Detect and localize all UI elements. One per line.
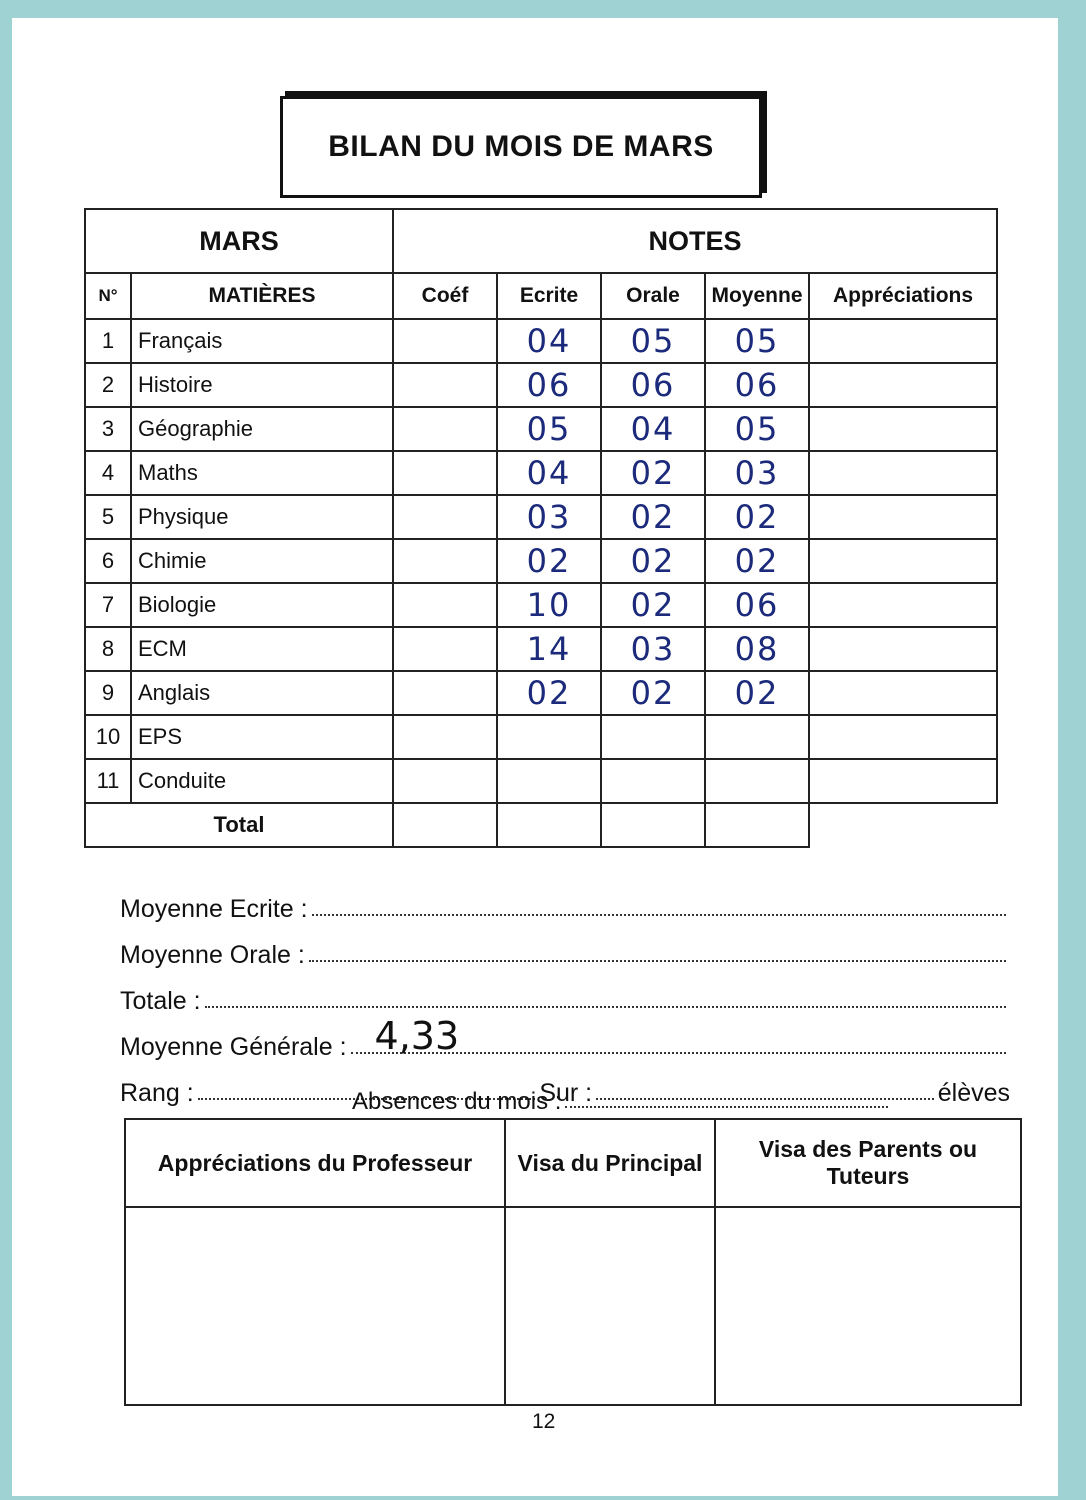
moyenne-generale-field[interactable]	[351, 1014, 1006, 1058]
total-ecrite-cell	[497, 803, 601, 847]
coef-cell	[393, 407, 497, 451]
total-coef-cell	[393, 803, 497, 847]
report-card-page	[12, 18, 1058, 1496]
professeur-header: Appréciations du Professeur	[125, 1119, 505, 1207]
table-row	[85, 319, 997, 363]
row-number: 11	[85, 759, 131, 803]
grades-header-row	[85, 209, 997, 273]
coef-cell	[393, 319, 497, 363]
subject-name: Maths	[131, 451, 393, 495]
subject-name: Géographie	[131, 407, 393, 451]
total-label: Total	[85, 803, 393, 847]
row-number: 7	[85, 583, 131, 627]
page-title: BILAN DU MOIS DE MARS	[328, 130, 714, 163]
subject-name: Biologie	[131, 583, 393, 627]
coef-cell	[393, 627, 497, 671]
table-row	[85, 495, 997, 539]
ecrite-grade: 02	[497, 539, 601, 583]
appreciation-cell	[809, 627, 997, 671]
appreciation-cell	[809, 363, 997, 407]
ecrite-grade: 04	[497, 451, 601, 495]
ecrite-grade	[497, 759, 601, 803]
table-row	[85, 363, 997, 407]
coef-cell	[393, 539, 497, 583]
visa-header-row	[125, 1119, 1021, 1207]
moyenne-ecrite-field[interactable]	[312, 904, 1006, 916]
row-number: 6	[85, 539, 131, 583]
col-num-header: N°	[85, 273, 131, 319]
subject-name: ECM	[131, 627, 393, 671]
table-row	[85, 583, 997, 627]
subject-name: EPS	[131, 715, 393, 759]
ecrite-grade: 03	[497, 495, 601, 539]
moyenne-generale-label: Moyenne Générale :	[120, 1033, 347, 1061]
orale-grade: 05	[601, 319, 705, 363]
appreciation-cell	[809, 715, 997, 759]
orale-grade: 02	[601, 451, 705, 495]
appreciation-cell	[809, 495, 997, 539]
ecrite-grade	[497, 715, 601, 759]
moyenne-grade: 08	[705, 627, 809, 671]
grades-table	[84, 208, 998, 848]
moyenne-grade: 05	[705, 319, 809, 363]
row-number: 8	[85, 627, 131, 671]
moyenne-grade: 06	[705, 363, 809, 407]
orale-grade: 02	[601, 495, 705, 539]
parents-header: Visa des Parents ou Tuteurs	[715, 1119, 1021, 1207]
ecrite-grade: 06	[497, 363, 601, 407]
col-moyenne-header: Moyenne	[705, 273, 809, 319]
subject-name: Français	[131, 319, 393, 363]
parents-signature-box[interactable]	[715, 1207, 1021, 1405]
appreciation-cell	[809, 451, 997, 495]
absences-field[interactable]	[565, 1096, 888, 1108]
moyenne-ecrite-label: Moyenne Ecrite :	[120, 895, 308, 923]
table-row	[85, 539, 997, 583]
principal-signature-box[interactable]	[505, 1207, 715, 1405]
table-row	[85, 627, 997, 671]
notes-header: NOTES	[393, 209, 997, 273]
eleves-label: élèves	[937, 1079, 1011, 1107]
coef-cell	[393, 451, 497, 495]
subject-name: Histoire	[131, 363, 393, 407]
coef-cell	[393, 583, 497, 627]
orale-grade: 03	[601, 627, 705, 671]
row-number: 1	[85, 319, 131, 363]
month-header: MARS	[85, 209, 393, 273]
totale-label: Totale :	[120, 987, 201, 1015]
moyenne-grade	[705, 715, 809, 759]
absences-line	[352, 1088, 892, 1116]
absences-label: Absences du mois :	[352, 1088, 562, 1115]
appreciation-cell	[809, 583, 997, 627]
appreciation-cell	[809, 319, 997, 363]
orale-grade: 02	[601, 671, 705, 715]
orale-grade	[601, 759, 705, 803]
sur-label: Sur :	[539, 1079, 593, 1107]
coef-cell	[393, 759, 497, 803]
totale-line	[120, 970, 1010, 1016]
table-row	[85, 715, 997, 759]
col-appreciations-header: Appréciations	[809, 273, 997, 319]
visa-table	[124, 1118, 1022, 1406]
orale-grade: 04	[601, 407, 705, 451]
moyenne-orale-field[interactable]	[309, 950, 1006, 962]
ecrite-grade: 05	[497, 407, 601, 451]
appreciation-cell	[809, 407, 997, 451]
moyenne-grade: 03	[705, 451, 809, 495]
subject-name: Conduite	[131, 759, 393, 803]
visa-signature-row	[125, 1207, 1021, 1405]
summary-section	[120, 878, 1010, 1108]
subject-name: Chimie	[131, 539, 393, 583]
row-number: 9	[85, 671, 131, 715]
col-ecrite-header: Ecrite	[497, 273, 601, 319]
total-moyenne-cell	[705, 803, 809, 847]
moyenne-grade: 02	[705, 495, 809, 539]
appreciation-cell	[809, 539, 997, 583]
row-number: 2	[85, 363, 131, 407]
col-subject-header: MATIÈRES	[131, 273, 393, 319]
row-number: 5	[85, 495, 131, 539]
grades-body	[85, 319, 997, 803]
moyenne-orale-label: Moyenne Orale :	[120, 941, 305, 969]
ecrite-grade: 14	[497, 627, 601, 671]
coef-cell	[393, 671, 497, 715]
ecrite-grade: 10	[497, 583, 601, 627]
coef-cell	[393, 495, 497, 539]
page-title-box	[280, 96, 762, 198]
orale-grade: 06	[601, 363, 705, 407]
moyenne-grade: 06	[705, 583, 809, 627]
ecrite-grade: 02	[497, 671, 601, 715]
moyenne-grade: 02	[705, 671, 809, 715]
subject-name: Anglais	[131, 671, 393, 715]
table-row	[85, 759, 997, 803]
grades-column-header-row	[85, 273, 997, 319]
orale-grade	[601, 715, 705, 759]
moyenne-ecrite-line	[120, 878, 1010, 924]
total-orale-cell	[601, 803, 705, 847]
moyenne-grade	[705, 759, 809, 803]
totale-field[interactable]	[205, 996, 1006, 1008]
page-number: 12	[532, 1410, 556, 1433]
subject-name: Physique	[131, 495, 393, 539]
appreciation-cell	[809, 759, 997, 803]
professeur-signature-box[interactable]	[125, 1207, 505, 1405]
moyenne-generale-value: 4,33	[374, 1014, 460, 1058]
ecrite-grade: 04	[497, 319, 601, 363]
moyenne-grade: 05	[705, 407, 809, 451]
col-orale-header: Orale	[601, 273, 705, 319]
row-number: 4	[85, 451, 131, 495]
row-number: 10	[85, 715, 131, 759]
table-row	[85, 671, 997, 715]
col-coef-header: Coéf	[393, 273, 497, 319]
coef-cell	[393, 363, 497, 407]
moyenne-orale-line	[120, 924, 1010, 970]
moyenne-grade: 02	[705, 539, 809, 583]
principal-header: Visa du Principal	[505, 1119, 715, 1207]
table-row	[85, 407, 997, 451]
coef-cell	[393, 715, 497, 759]
moyenne-generale-line	[120, 1016, 1010, 1062]
rang-label: Rang :	[120, 1079, 194, 1107]
row-number: 3	[85, 407, 131, 451]
table-row	[85, 451, 997, 495]
total-row	[85, 803, 997, 847]
orale-grade: 02	[601, 539, 705, 583]
total-appreciation-cell	[809, 803, 997, 847]
appreciation-cell	[809, 671, 997, 715]
orale-grade: 02	[601, 583, 705, 627]
